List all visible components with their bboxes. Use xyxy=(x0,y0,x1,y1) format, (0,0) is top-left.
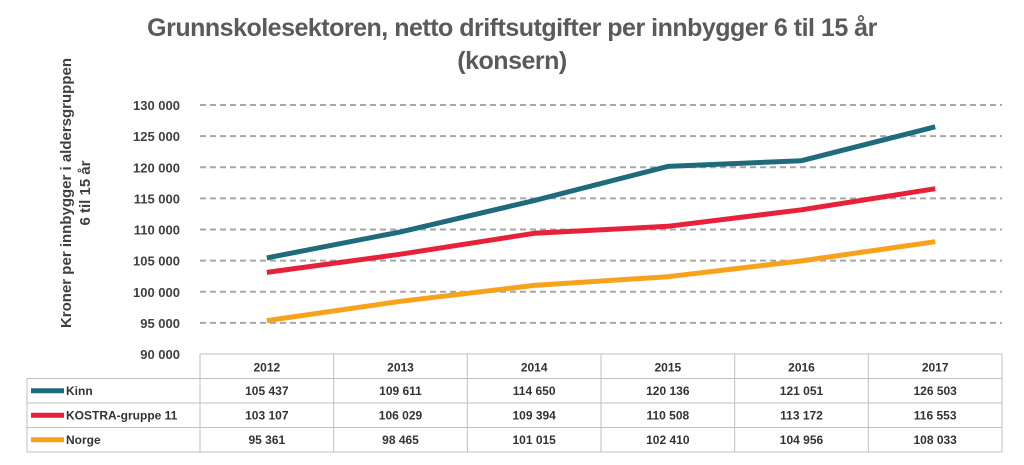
data-label: 110 508 xyxy=(646,408,690,423)
gridlines xyxy=(200,105,1002,323)
y-tick-labels xyxy=(133,98,180,362)
y-tick-label: 95 000 xyxy=(140,315,180,331)
data-label: 105 437 xyxy=(245,383,289,398)
data-label: 109 611 xyxy=(379,383,422,398)
y-tick-label: 120 000 xyxy=(133,160,180,176)
data-label: 106 029 xyxy=(378,408,423,423)
data-label: 114 650 xyxy=(512,383,556,398)
series-line xyxy=(267,242,935,321)
data-label: 95 361 xyxy=(248,432,286,447)
data-label: 103 107 xyxy=(245,408,289,423)
data-label: 101 015 xyxy=(512,432,556,447)
chart-title-line2: (konsern) xyxy=(457,47,567,75)
y-tick-label: 130 000 xyxy=(133,98,180,113)
y-tick-label: 125 000 xyxy=(133,129,180,145)
y-axis-label-line2: 6 til 15 år xyxy=(77,160,94,226)
y-tick-label: 100 000 xyxy=(133,284,180,300)
y-tick-label: 90 000 xyxy=(140,347,180,362)
x-tick-label: 2014 xyxy=(520,360,548,375)
chart-title-line1: Grunnskolesektoren, netto driftsutgifter per innbygger 6 til 15 år xyxy=(147,14,877,42)
x-tick-label: 2017 xyxy=(921,360,949,375)
x-tick-label: 2012 xyxy=(253,360,281,375)
data-label: 121 051 xyxy=(779,383,824,398)
legend-label: Kinn xyxy=(66,383,93,398)
data-table xyxy=(27,354,1002,452)
data-label: 102 410 xyxy=(646,432,690,447)
x-tick-label: 2013 xyxy=(387,360,414,375)
y-tick-label: 115 000 xyxy=(133,191,180,207)
data-label: 109 394 xyxy=(512,408,556,423)
x-tick-label: 2016 xyxy=(788,360,815,375)
data-label: 113 172 xyxy=(780,408,823,423)
x-tick-label: 2015 xyxy=(654,360,682,375)
data-label: 98 465 xyxy=(382,432,419,447)
y-tick-label: 110 000 xyxy=(133,222,180,238)
legend-label: KOSTRA-gruppe 11 xyxy=(66,408,178,423)
data-label: 126 503 xyxy=(913,383,957,398)
data-label: 104 956 xyxy=(779,432,824,447)
data-label: 116 553 xyxy=(913,408,957,423)
series-line xyxy=(267,127,935,258)
y-axis-label-line1: Kroner per innbygger i aldersgruppen xyxy=(58,57,75,329)
y-tick-label: 105 000 xyxy=(133,253,180,269)
legend-label: Norge xyxy=(66,432,101,447)
data-label: 108 033 xyxy=(913,432,957,447)
data-label: 120 136 xyxy=(646,383,690,398)
